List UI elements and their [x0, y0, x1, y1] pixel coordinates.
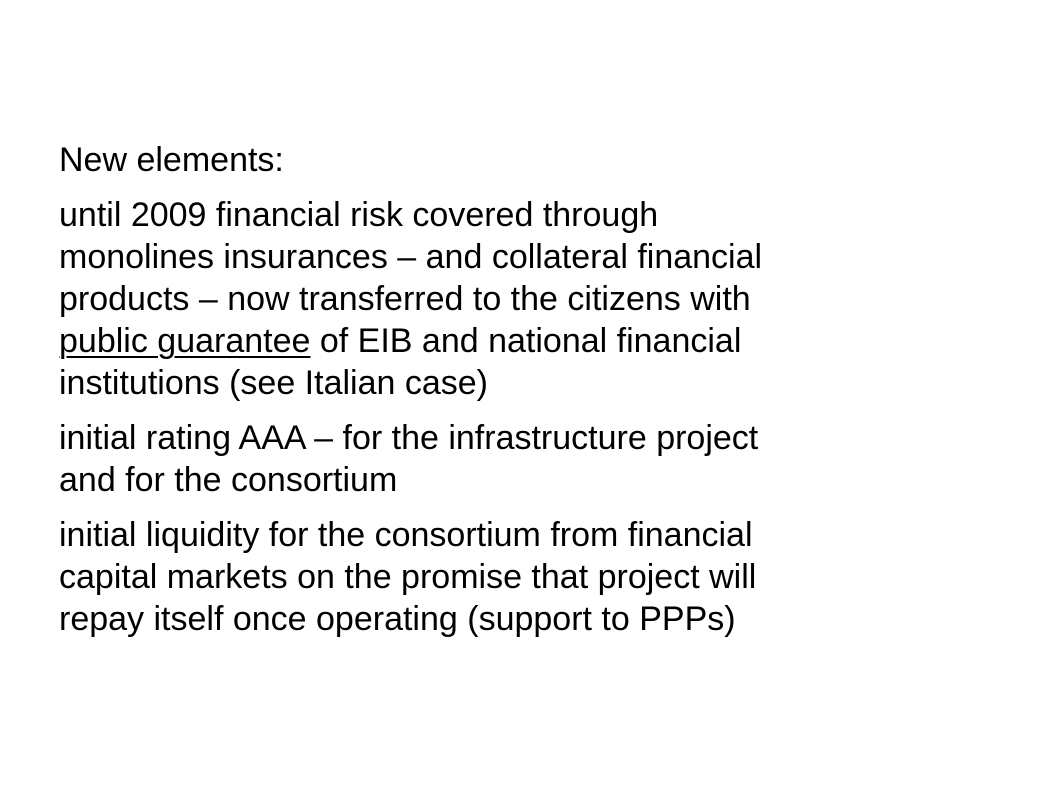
text-line: capital markets on the promise that project will: [59, 558, 757, 596]
text-line: repay itself once operating (support to PPPs): [59, 600, 736, 638]
text-line: initial rating AAA – for the infrastructure project: [59, 419, 759, 457]
text-line: initial liquidity for the consortium from financial: [59, 516, 753, 554]
text-line: products – now transferred to the citizens with: [59, 280, 751, 318]
text-line: until 2009 financial risk covered through: [59, 196, 659, 234]
text-line: and for the consortium: [59, 461, 398, 499]
bullet-initial-rating: [59, 417, 1019, 501]
text-line: monolines insurances – and collateral financial: [59, 238, 763, 276]
slide-heading: New elements:: [59, 141, 284, 179]
text-line: institutions (see Italian case): [59, 364, 488, 402]
bullet-financial-risk: [59, 194, 1019, 404]
text-line: [59, 320, 1019, 362]
slide-body: [59, 139, 1019, 653]
bullet-initial-liquidity: [59, 514, 1019, 640]
text-line-rest: of EIB and national financial: [310, 322, 742, 360]
underlined-term: public guarantee: [59, 322, 311, 360]
